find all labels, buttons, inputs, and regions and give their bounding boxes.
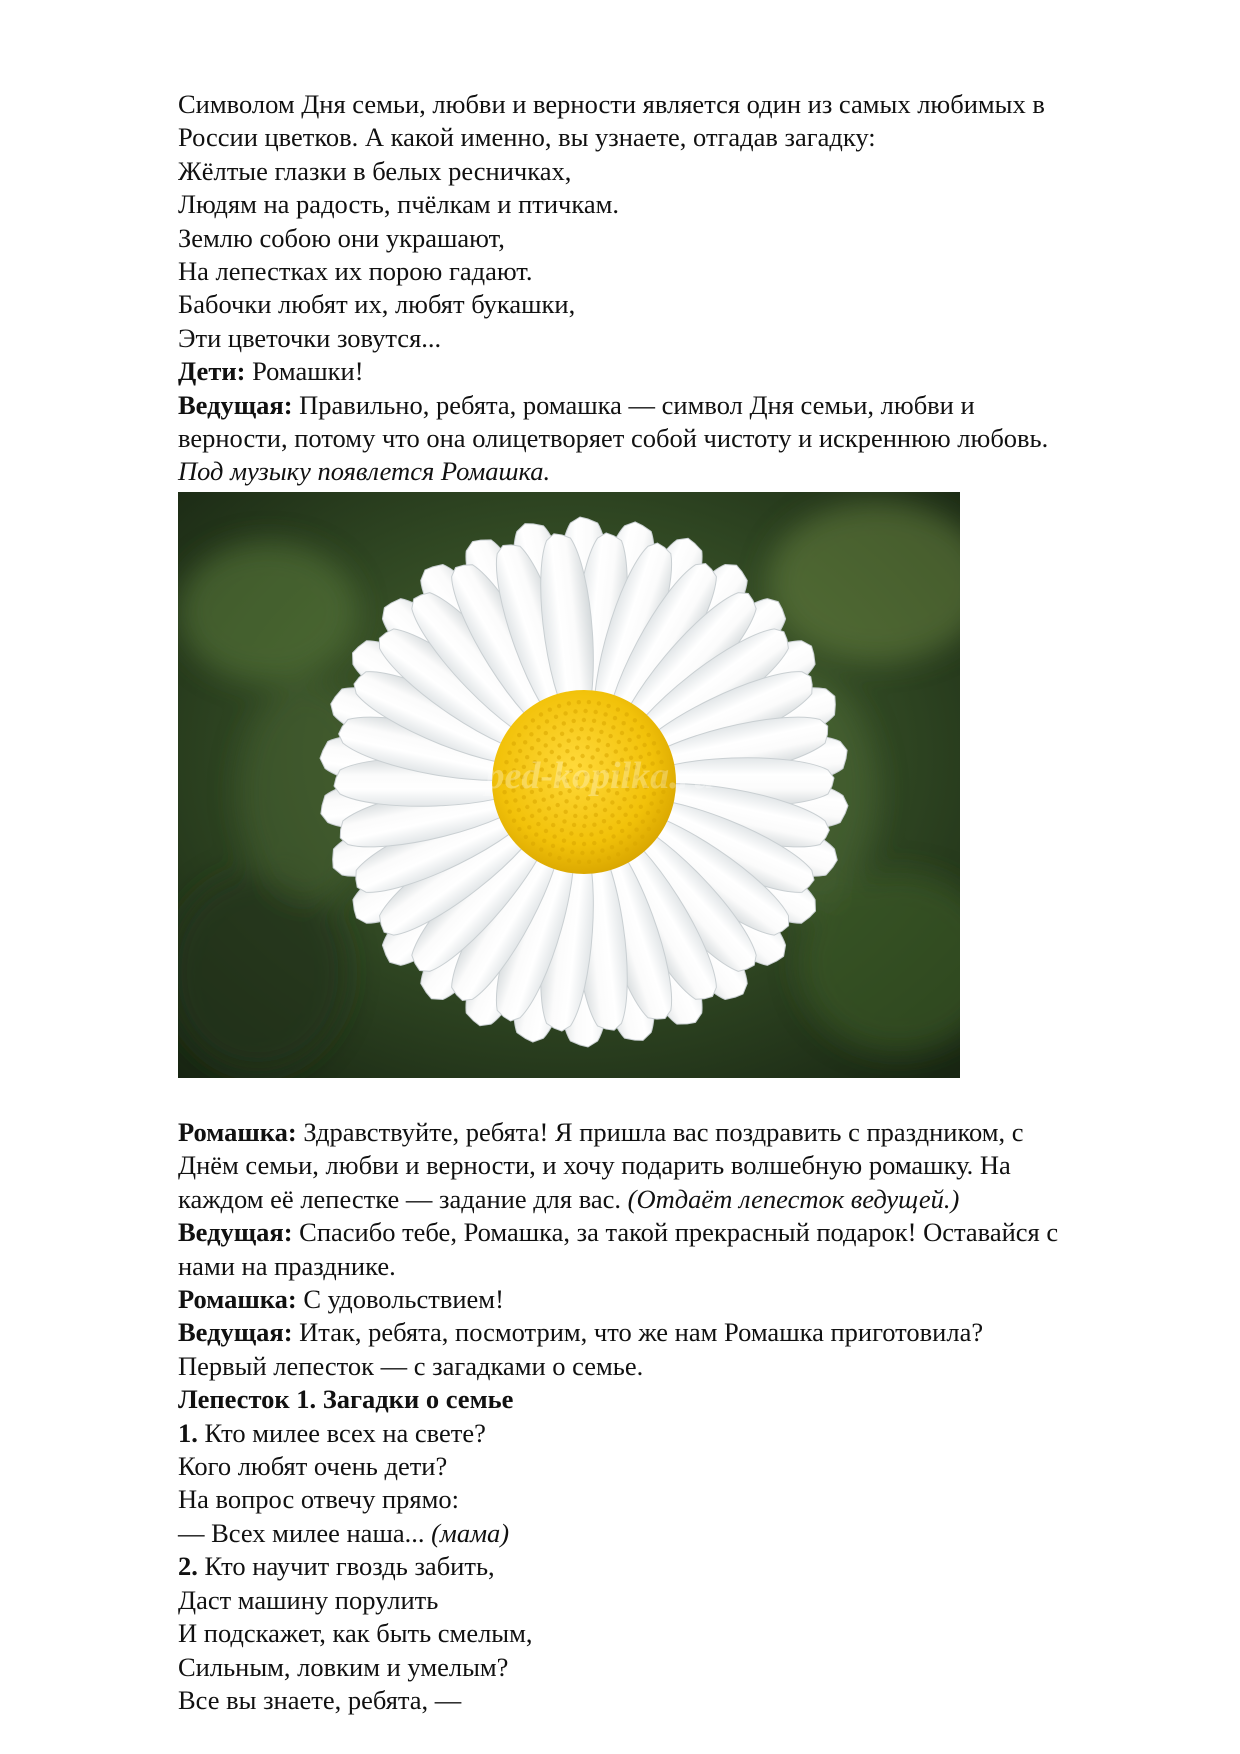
daisy-center-dot: [640, 725, 644, 729]
daisy-center-dot: [573, 804, 577, 808]
daisy-center-dot: [548, 852, 552, 856]
daisy-photo: [178, 492, 960, 1078]
daisy-center-dot: [656, 750, 660, 754]
daisy-center-dot: [508, 809, 512, 813]
daisy-center-dot: [613, 716, 617, 720]
daisy-1-text-3: каждом её лепестке — задание для вас.: [178, 1183, 628, 1214]
daisy-center-dot: [572, 841, 576, 845]
daisy-center-dot: [529, 732, 533, 736]
speaker-children: Дети:: [178, 356, 246, 387]
daisy-center-dot: [628, 822, 632, 826]
daisy-center-dot: [533, 799, 537, 803]
daisy-center-dot: [582, 842, 586, 846]
host-1-line-1: [178, 389, 1168, 422]
daisy-center-dot: [575, 746, 579, 750]
intro-line-1: Символом Дня семьи, любви и верности является один из самых любимых в: [178, 89, 1045, 119]
daisy-center-dot: [524, 835, 528, 839]
daisy-center-dot: [617, 740, 621, 744]
daisy-center-dot: [534, 832, 538, 836]
daisy-center-dot: [552, 725, 556, 729]
daisy-center-dot: [560, 732, 564, 736]
daisy-center-dot: [525, 805, 529, 809]
daisy-center-dot: [620, 731, 624, 735]
daisy-center-dot: [542, 798, 546, 802]
riddle-line-1: Жёлтые глазки в белых ресничках,: [178, 155, 572, 186]
daisy-center-dot: [624, 747, 628, 751]
daisy-center-dot: [573, 709, 577, 713]
daisy-center-dot: [580, 851, 584, 855]
daisy-center-dot: [560, 828, 564, 832]
speaker-daisy: Ромашка:: [178, 1284, 297, 1315]
daisy-center-dot: [537, 808, 541, 812]
daisy-center-dot: [594, 813, 598, 817]
daisy-center-dot: [544, 743, 548, 747]
daisy-center-dot: [554, 814, 558, 818]
daisy-center-dot: [589, 727, 593, 731]
daisy-center-dot: [597, 738, 601, 742]
daisy-center-dot: [523, 725, 527, 729]
riddle-2-line-1: [178, 1550, 1168, 1583]
daisy-center-dot: [587, 736, 591, 740]
daisy-center-dot: [582, 824, 586, 828]
riddle-2-line-5: Все вы знаете, ребята, —: [178, 1684, 462, 1715]
daisy-center-dot: [537, 725, 541, 729]
host-1-line-2: верности, потому что она олицетворяет собой чистоту и искреннюю любовь.: [178, 423, 1049, 454]
speaker-host: Ведущая:: [178, 1217, 293, 1248]
daisy-center-dot: [652, 741, 656, 745]
riddle-1-text-4: — Всех милее наша...: [178, 1517, 432, 1548]
daisy-center-dot: [562, 819, 566, 823]
daisy-center-dot: [531, 718, 535, 722]
children-answer-text: Ромашки!: [245, 356, 364, 387]
riddle-2-line-3: И подскажет, как быть смелым,: [178, 1618, 533, 1649]
daisy-center-dot: [569, 831, 573, 835]
daisy-center-dot: [569, 728, 573, 732]
daisy-center-dot: [582, 718, 586, 722]
daisy-center-dot: [617, 806, 621, 810]
daisy-center-dot: [616, 820, 620, 824]
daisy-center-dot: [639, 805, 643, 809]
riddle-1-line-1: [178, 1417, 1168, 1450]
host-2-line-1: [178, 1216, 1168, 1249]
daisy-center-dot: [551, 737, 555, 741]
daisy-center-dot: [642, 743, 646, 747]
daisy-center-dot: [512, 819, 516, 823]
daisy-center-dot: [634, 828, 638, 832]
daisy-2-line: [178, 1283, 1168, 1316]
daisy-center-dot: [567, 701, 571, 705]
daisy-center-dot: [557, 856, 561, 860]
riddle-line-5: Бабочки любят их, любят букашки,: [178, 289, 576, 320]
daisy-center-dot: [649, 801, 653, 805]
daisy-center-dot: [602, 838, 606, 842]
daisy-center-dot: [547, 806, 551, 810]
document-top-text: [178, 88, 1168, 489]
daisy-center-dot: [652, 818, 656, 822]
daisy-center-dot: [542, 839, 546, 843]
daisy-center-dot: [513, 798, 517, 802]
daisy-center-dot: [544, 829, 548, 833]
daisy-center-dot: [554, 715, 558, 719]
daisy-center-dot: [616, 852, 620, 856]
daisy-center-dot: [562, 721, 566, 725]
daisy-center-dot: [539, 847, 543, 851]
daisy-center-dot: [622, 797, 626, 801]
speaker-daisy: Ромашка:: [178, 1117, 297, 1147]
riddle-2-number: 2.: [178, 1551, 198, 1582]
daisy-center-dot: [572, 719, 576, 723]
daisy-center-dot: [629, 804, 633, 808]
daisy-center-dot: [641, 820, 645, 824]
daisy-center-dot: [614, 749, 618, 753]
daisy-center-dot: [634, 814, 638, 818]
daisy-center-dot: [518, 749, 522, 753]
daisy-center-dot: [606, 743, 610, 747]
petal-heading: Лепесток 1. Загадки о семье: [178, 1384, 514, 1415]
host-3-line-2: Первый лепесток — с загадками о семье.: [178, 1350, 644, 1381]
daisy-center-dot: [565, 749, 569, 753]
daisy-center-dot: [530, 746, 534, 750]
daisy-center-dot: [562, 839, 566, 843]
daisy-center-dot: [592, 841, 596, 845]
speaker-host: Ведущая:: [178, 389, 293, 420]
daisy-center-dot: [627, 738, 631, 742]
daisy-center-dot: [557, 743, 561, 747]
daisy-center-dot: [531, 842, 535, 846]
daisy-center-dot: [570, 850, 574, 854]
daisy-center-dot: [592, 823, 596, 827]
daisy-center-dot: [625, 847, 629, 851]
daisy-center-dot: [579, 833, 583, 837]
daisy-center-dot: [552, 834, 556, 838]
riddle-1-text-1: Кто милее всех на свете?: [197, 1417, 486, 1448]
daisy-center-dot: [539, 712, 543, 716]
host-1-text-1: Правильно, ребята, ромашка — символ Дня семьи, любви и: [292, 389, 975, 420]
riddle-line-3: Землю собою они украшают,: [178, 222, 505, 253]
daisy-center-dot: [548, 708, 552, 712]
daisy-center-dot: [567, 858, 571, 862]
daisy-center-dot: [583, 806, 587, 810]
daisy-center-dot: [622, 721, 626, 725]
stage-direction-1: Под музыку появлется Ромашка.: [178, 456, 551, 487]
riddle-2-line-2: Даст машину порулить: [178, 1584, 439, 1615]
riddle-line-4: На лепестках их порою гадают.: [178, 256, 533, 287]
daisy-center-dot: [627, 835, 631, 839]
daisy-center-dot: [577, 860, 581, 864]
daisy-center-dot: [620, 829, 624, 833]
daisy-center-dot: [517, 827, 521, 831]
daisy-center-dot: [633, 841, 637, 845]
daisy-center-dot: [610, 800, 614, 804]
daisy-center-dot: [551, 823, 555, 827]
daisy-center-dot: [611, 725, 615, 729]
daisy-center-dot: [585, 745, 589, 749]
daisy-center-dot: [634, 746, 638, 750]
daisy-center-dot: [608, 826, 612, 830]
host-2-line-2: нами на празднике.: [178, 1250, 396, 1281]
daisy-center-dot: [594, 710, 598, 714]
riddle-2-line-4: Сильным, ловким и умелым?: [178, 1651, 509, 1682]
daisy-center-dot: [567, 739, 571, 743]
daisy-center-dot: [530, 814, 534, 818]
document-bottom-text: [178, 1116, 1168, 1717]
daisy-center-dot: [599, 730, 603, 734]
daisy-center-dot: [599, 830, 603, 834]
daisy-center-dot: [564, 799, 568, 803]
riddle-1-line-4: [178, 1517, 1168, 1550]
daisy-center-dot: [611, 834, 615, 838]
daisy-center-dot: [589, 832, 593, 836]
daisy-center-dot: [656, 809, 660, 813]
daisy-1-line-1: [178, 1116, 1168, 1149]
speaker-host: Ведущая:: [178, 1317, 293, 1348]
daisy-center-dot: [583, 815, 587, 819]
daisy-center-dot: [597, 701, 601, 705]
daisy-center-dot: [557, 704, 561, 708]
riddle-1-line-3: На вопрос отвечу прямо:: [178, 1484, 459, 1515]
daisy-1-line-2: Днём семьи, любви и верности, и хочу подарить волшебную ромашку. На: [178, 1150, 1011, 1181]
riddle-line-6: Эти цветочки зовутся...: [178, 322, 442, 353]
daisy-center-dot: [517, 733, 521, 737]
daisy-center-dot: [550, 750, 554, 754]
daisy-center-dot: [527, 825, 531, 829]
daisy-center-dot: [573, 814, 577, 818]
daisy-center-dot: [536, 738, 540, 742]
children-answer-line: [178, 355, 1168, 388]
daisy-center-dot: [512, 741, 516, 745]
daisy-center-dot: [646, 733, 650, 737]
intro-line-2: России цветков. А какой именно, вы узнаете, отгадав загадку:: [178, 122, 876, 153]
daisy-center-dot: [583, 709, 587, 713]
daisy-center-dot: [597, 858, 601, 862]
daisy-center-dot: [607, 856, 611, 860]
daisy-photo-svg: [178, 492, 960, 1078]
daisy-center-dot: [646, 811, 650, 815]
daisy-center-dot: [603, 808, 607, 812]
daisy-2-text: С удовольствием!: [296, 1284, 504, 1315]
daisy-center-dot: [600, 848, 604, 852]
daisy-center-dot: [577, 700, 581, 704]
daisy-center-dot: [596, 748, 600, 752]
daisy-center-dot: [616, 707, 620, 711]
daisy-center-dot: [659, 800, 663, 804]
riddle-2-text-1: Кто научит гвоздь забить,: [197, 1551, 495, 1582]
riddle-1-number: 1.: [178, 1417, 198, 1448]
daisy-center-dot: [587, 700, 591, 704]
daisy-center-dot: [545, 719, 549, 723]
daisy-center-dot: [619, 840, 623, 844]
daisy-center-dot: [610, 813, 614, 817]
daisy-center-dot: [623, 813, 627, 817]
daisy-center-dot: [563, 711, 567, 715]
daisy-center-dot: [517, 808, 521, 812]
daisy-center-dot: [602, 721, 606, 725]
host-3-text-1: Итак, ребята, посмотрим, что же нам Ромашка приготовила?: [292, 1317, 984, 1348]
daisy-center-dot: [606, 704, 610, 708]
daisy-center-dot: [590, 850, 594, 854]
daisy-center-dot: [572, 823, 576, 827]
daisy-center-dot: [610, 845, 614, 849]
daisy-center-dot: [504, 800, 508, 804]
daisy-center-dot: [608, 734, 612, 738]
daisy-center-dot: [543, 816, 547, 820]
daisy-center-dot: [603, 712, 607, 716]
daisy-center-dot: [637, 735, 641, 739]
daisy-center-dot: [536, 822, 540, 826]
daisy-1-text-1: Здравствуйте, ребята! Я пришла вас поздравить с праздником, с: [296, 1117, 1024, 1147]
daisy-center-dot: [601, 797, 605, 801]
daisy-center-dot: [592, 719, 596, 723]
daisy-center-dot: [630, 727, 634, 731]
daisy-center-dot: [551, 844, 555, 848]
daisy-center-dot: [640, 835, 644, 839]
daisy-center-dot: [633, 718, 637, 722]
riddle-line-2: Людям на радость, пчёлкам и птичкам.: [178, 189, 619, 220]
daisy-center-dot: [602, 819, 606, 823]
daisy-1-direction: (Отдаёт лепесток ведущей.): [627, 1183, 960, 1214]
daisy-center-dot: [647, 827, 651, 831]
daisy-center-dot: [556, 803, 560, 807]
daisy-1-line-3: [178, 1183, 1168, 1216]
daisy-center-dot: [564, 810, 568, 814]
photo-watermark: ped-kopilka.ru: [485, 755, 715, 797]
daisy-center-dot: [576, 736, 580, 740]
daisy-center-dot: [625, 712, 629, 716]
daisy-center-dot: [593, 803, 597, 807]
riddle-1-answer: (мама): [431, 1517, 510, 1548]
daisy-center-dot: [544, 731, 548, 735]
host-2-text-1: Спасибо тебе, Ромашка, за такой прекрасный подарок! Оставайся с: [292, 1217, 1059, 1248]
daisy-center-dot: [560, 847, 564, 851]
daisy-center-dot: [579, 727, 583, 731]
riddle-1-line-2: Кого любят очень дети?: [178, 1451, 448, 1482]
daisy-center-dot: [587, 860, 591, 864]
host-3-line-1: [178, 1316, 1168, 1349]
daisy-center-dot: [523, 740, 527, 744]
daisy-center-dot: [521, 817, 525, 821]
